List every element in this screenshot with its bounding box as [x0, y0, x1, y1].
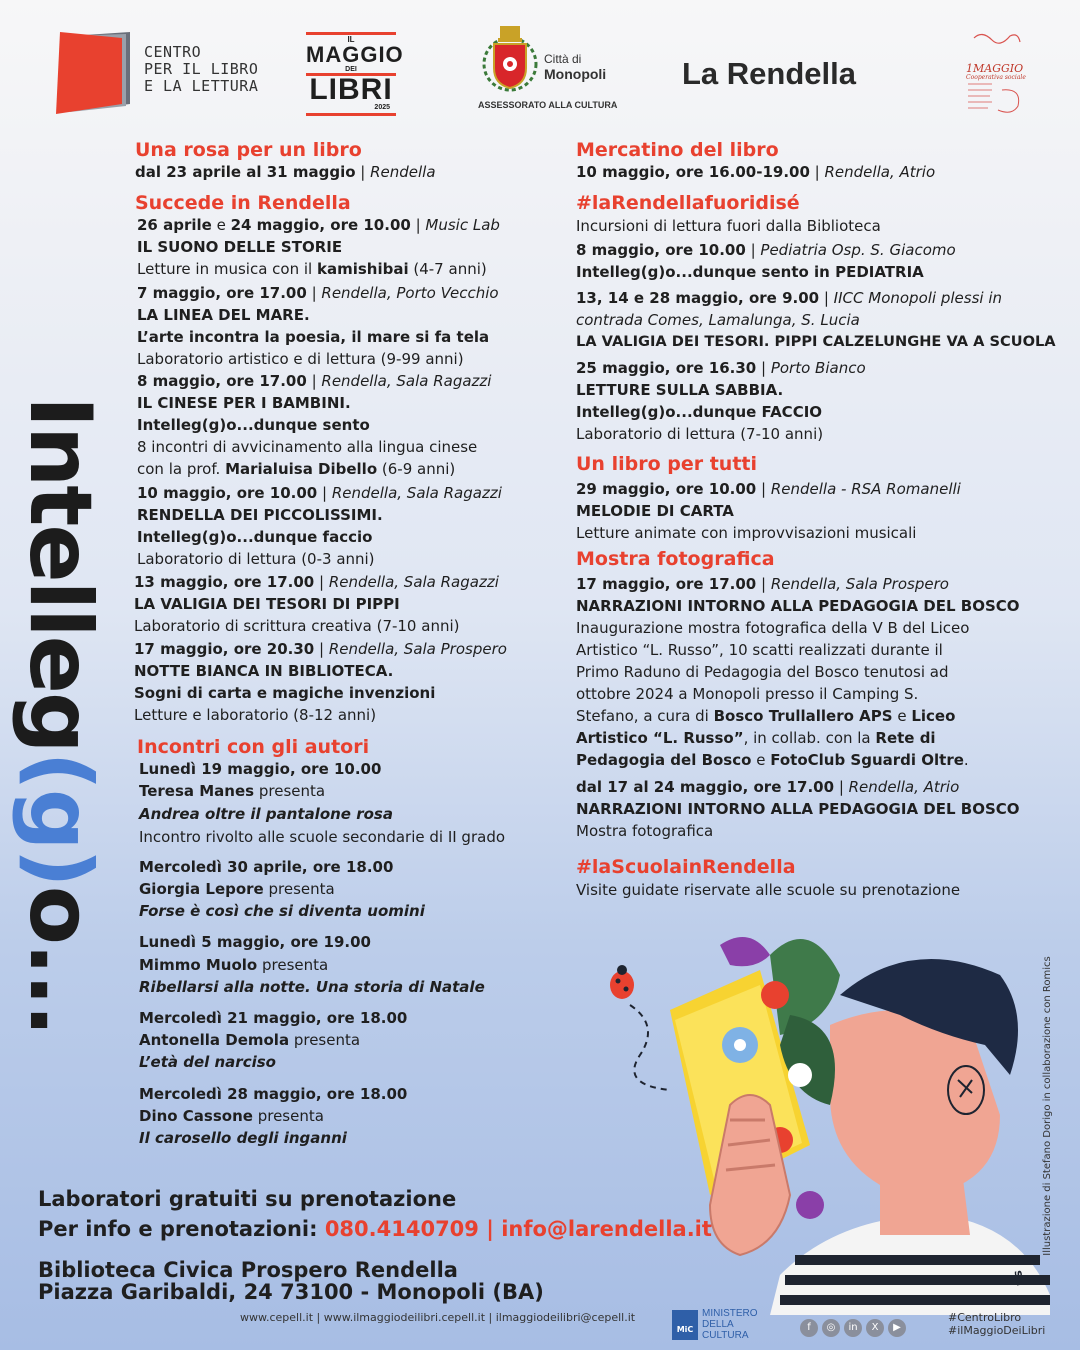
footer-address-line1: Biblioteca Civica Prospero Rendella [38, 1258, 458, 1282]
event-subtitle: L’arte incontra la poesia, il mare si fa tela [137, 328, 490, 346]
event-date-line [576, 161, 935, 183]
event-date: 26 aprile [137, 216, 212, 234]
section-title-autori: Incontri con gli autori [137, 736, 370, 758]
social-icons [800, 1315, 910, 1337]
mostra-part: e [751, 751, 771, 769]
event-desc: Visite guidate riservate alle scuole su prenotazione [576, 881, 961, 899]
event-place: | Rendella, Sala Ragazzi [314, 573, 499, 591]
event-date: 10 maggio, ore 10.00 [137, 484, 318, 502]
event-date: 25 maggio, ore 16.30 [576, 359, 757, 377]
footer-laboratori: Laboratori gratuiti su prenotazione [38, 1187, 457, 1211]
event-subtitle: Sogni di carta e magiche invenzioni [134, 684, 436, 702]
event-place: | Rendella - RSA Romanelli [756, 480, 961, 498]
author-name: Dino Cassone [139, 1107, 253, 1125]
event-subtitle: Intelleg(g)o...dunque faccio [137, 528, 373, 546]
mostra-part: , in collab. con la [743, 729, 876, 747]
author-presenta: presenta [257, 956, 329, 974]
section-title-rosa: Una rosa per un libro [135, 139, 362, 161]
vertical-title-g: (g) [10, 751, 110, 886]
hashtag: #ilMaggioDeiLibri [948, 1324, 1046, 1337]
monopoli-sub: ASSESSORATO ALLA CULTURA [478, 100, 618, 110]
cepell-text [144, 44, 258, 95]
mostra-paragraph [576, 727, 936, 749]
event-desc-part: Marialuisa Dibello [225, 460, 378, 478]
ministero-cultura-icon [672, 1310, 698, 1340]
1maggio-title: 1MAGGIO [966, 62, 1024, 75]
event-place: | Porto Bianco [756, 359, 866, 377]
youtube-icon[interactable]: ▶ [888, 1319, 906, 1337]
event-date-line [576, 478, 961, 500]
author-presenta: presenta [252, 1107, 324, 1125]
vertical-title-a: Intelleg [10, 396, 110, 752]
event-date: 8 maggio, ore 17.00 [137, 372, 307, 390]
monopoli-line2: Monopoli [544, 66, 607, 82]
mostra-part: Pedagogia del Bosco [576, 751, 752, 769]
author-date: Lunedì 5 maggio, ore 19.00 [139, 933, 371, 951]
event-desc-part: con la prof. [137, 460, 226, 478]
footer-email[interactable]: info@larendella.it [501, 1217, 712, 1241]
ministero-line: DELLA [702, 1319, 734, 1330]
event-place: | IICC Monopoli plessi in [819, 289, 1003, 307]
event-date-line [137, 282, 499, 304]
1maggio-sub: Cooperativa sociale [966, 74, 1026, 81]
event-desc-part: Letture in musica con il [137, 260, 317, 278]
event-desc: 8 incontri di avvicinamento alla lingua cinese [137, 438, 478, 456]
vertical-title-b: o... [10, 885, 110, 1035]
author-book: Ribellarsi alla notte. Una storia di Natale [139, 978, 485, 996]
event-date-line [576, 573, 949, 595]
event-title: NARRAZIONI INTORNO ALLA PEDAGOGIA DEL BOSCO [576, 800, 1020, 818]
event-date: 10 maggio, ore 16.00-19.00 [576, 163, 810, 181]
footer-address-line2: Piazza Garibaldi, 24 73100 - Monopoli (BA) [38, 1280, 544, 1304]
mostra-part: FotoClub Sguardi Oltre [770, 751, 964, 769]
event-date: 24 maggio, ore 10.00 [230, 216, 411, 234]
separator: | [355, 163, 371, 181]
facebook-icon[interactable]: f [800, 1319, 818, 1337]
section-title-succede: Succede in Rendella [135, 192, 351, 214]
event-place: | Music Lab [410, 216, 500, 234]
event-date: 13 maggio, ore 17.00 [134, 573, 315, 591]
event-date-mid: e [211, 216, 231, 234]
event-title: IL CINESE PER I BAMBINI. [137, 394, 351, 412]
rosa-date: dal 23 aprile al 31 maggio [135, 163, 356, 181]
author-date: Mercoledì 30 aprile, ore 18.00 [139, 858, 394, 876]
event-place: | Rendella, Porto Vecchio [306, 284, 499, 302]
mostra-part: e [892, 707, 912, 725]
maggio-top: IL [347, 35, 355, 44]
event-date-line [576, 287, 1002, 309]
rosa-place: Rendella [370, 163, 436, 181]
event-date-line [576, 239, 956, 261]
mostra-part: Liceo [911, 707, 956, 725]
cepell-logo-icon [56, 30, 136, 114]
illustration-credit-wrap [1042, 936, 1054, 1276]
author-book: Forse è così che si diventa uomini [139, 902, 425, 920]
mostra-paragraph: Artistico “L. Russo”, 10 scatti realizzati durante il [576, 641, 943, 659]
event-date: 13, 14 e 28 maggio, ore 9.00 [576, 289, 820, 307]
event-date-line [137, 214, 500, 236]
mic-mark: MiC [676, 1325, 694, 1334]
section-title-mercatino: Mercatino del libro [576, 139, 779, 161]
section-title-tutti: Un libro per tutti [576, 453, 757, 475]
maggio-word2: LIBRI [306, 73, 396, 104]
event-date-line [576, 357, 866, 379]
footer-info-label: Per info e prenotazioni: [38, 1217, 325, 1241]
event-subtitle: Intelleg(g)o...dunque FACCIO [576, 403, 823, 421]
author-book: L’età del narciso [139, 1053, 276, 1071]
event-title: NARRAZIONI INTORNO ALLA PEDAGOGIA DEL BOSCO [576, 597, 1020, 615]
event-desc-part: (6-9 anni) [377, 460, 456, 478]
mostra-part: Artistico “L. Russo” [576, 729, 744, 747]
author-line [139, 954, 328, 976]
event-desc [137, 258, 487, 280]
reader-illustration-icon [580, 915, 1050, 1315]
1maggio-logo [962, 30, 1032, 118]
author-presenta: presenta [289, 1031, 361, 1049]
maggio-year: 2025 [374, 104, 390, 111]
event-desc: Laboratorio di scrittura creativa (7-10 anni) [134, 617, 460, 635]
ministero-text [702, 1308, 758, 1341]
illustration-credit: Illustrazione di Stefano Dorigo in collaborazione con Romics [1042, 956, 1053, 1256]
author-line [139, 1105, 324, 1127]
event-place: | Rendella, Sala Ragazzi [306, 372, 492, 390]
illustrator-signature: sd [1011, 1269, 1029, 1287]
event-title: RENDELLA DEI PICCOLISSIMI. [137, 506, 383, 524]
author-book: Il carosello degli inganni [139, 1129, 347, 1147]
mostra-paragraph: Primo Raduno di Pedagogia del Bosco tenutosi ad [576, 663, 949, 681]
event-title: MELODIE DI CARTA [576, 502, 734, 520]
author-note: Incontro rivolto alle scuole secondarie di II grado [139, 828, 506, 846]
event-date-line [137, 482, 502, 504]
author-name: Teresa Manes [139, 782, 255, 800]
footer-contacts [38, 1216, 712, 1242]
author-line [139, 1029, 360, 1051]
vertical-title [10, 396, 110, 1035]
separator: | [478, 1217, 502, 1241]
footer-links[interactable]: www.cepell.it | www.ilmaggiodeilibri.cepell.it | ilmaggiodeilibri@cepell.it [240, 1311, 636, 1324]
mostra-part: Bosco Trullallero APS [713, 707, 893, 725]
author-presenta: presenta [263, 880, 335, 898]
event-place: contrada Comes, Lamalunga, S. Lucia [576, 311, 860, 329]
mostra-part: Rete di [875, 729, 936, 747]
event-desc-part: kamishibai [316, 260, 409, 278]
event-date: 17 maggio, ore 17.00 [576, 575, 757, 593]
event-place: | Rendella, Sala Prospero [756, 575, 949, 593]
mostra-paragraph [576, 705, 955, 727]
event-title: IL SUONO DELLE STORIE [137, 238, 343, 256]
event-place: | Rendella, Sala Ragazzi [317, 484, 502, 502]
hashtag: #CentroLibro [948, 1311, 1022, 1324]
author-date: Mercoledì 28 maggio, ore 18.00 [139, 1085, 408, 1103]
event-date-line [576, 776, 959, 798]
section-intro: Incursioni di lettura fuori dalla Biblioteca [576, 217, 881, 235]
author-name: Antonella Demola [139, 1031, 290, 1049]
section-title-scuola: #laScuolainRendella [576, 856, 796, 878]
x-icon[interactable]: X [866, 1319, 884, 1337]
monopoli-crest-icon [480, 22, 540, 94]
event-date-line [134, 638, 507, 660]
la-rendella-logo: La Rendella [682, 56, 856, 91]
event-desc: Letture e laboratorio (8-12 anni) [134, 706, 377, 724]
mostra-paragraph [576, 749, 969, 771]
cepell-line: CENTRO [144, 43, 202, 61]
mostra-paragraph: Inaugurazione mostra fotografica della V B del Liceo [576, 619, 970, 637]
mostra-part: . [963, 751, 969, 769]
event-title: LA LINEA DEL MARE. [137, 306, 310, 324]
event-subtitle: Intelleg(g)o...dunque sento [137, 416, 370, 434]
illustration [580, 915, 1050, 1315]
event-place: | Pediatria Osp. S. Giacomo [745, 241, 956, 259]
author-date: Lunedì 19 maggio, ore 10.00 [139, 760, 382, 778]
section-title-mostra: Mostra fotografica [576, 548, 775, 570]
maggio-dei-libri-logo [306, 32, 404, 112]
ministero-line: CULTURA [702, 1330, 749, 1341]
event-desc [137, 458, 455, 480]
footer-hashtags [948, 1311, 1045, 1337]
event-desc: Laboratorio artistico e di lettura (9-99 anni) [137, 350, 464, 368]
event-date: 7 maggio, ore 17.00 [137, 284, 307, 302]
event-title: Intelleg(g)o...dunque sento in PEDIATRIA [576, 263, 924, 281]
instagram-icon[interactable]: ◎ [822, 1319, 840, 1337]
maggio-word: MAGGIO [306, 42, 404, 67]
maggio-small: DEI [345, 66, 357, 73]
event-desc: Laboratorio di lettura (0-3 anni) [137, 550, 375, 568]
cepell-line: E LA LETTURA [144, 77, 259, 95]
linkedin-icon[interactable]: in [844, 1319, 862, 1337]
author-book: Andrea oltre il pantalone rosa [139, 805, 393, 823]
author-line [139, 780, 325, 802]
ministero-line: MINISTERO [702, 1308, 758, 1319]
section-title-fuori: #laRendellafuoridisé [576, 192, 800, 214]
event-title: NOTTE BIANCA IN BIBLIOTECA. [134, 662, 394, 680]
author-name: Mimmo Muolo [139, 956, 258, 974]
event-title: LETTURE SULLA SABBIA. [576, 381, 784, 399]
footer-phone[interactable]: 080.4140709 [324, 1217, 479, 1241]
event-desc: Mostra fotografica [576, 822, 714, 840]
event-date: 8 maggio, ore 10.00 [576, 241, 746, 259]
event-desc: Letture animate con improvvisazioni musicali [576, 524, 917, 542]
event-date: 29 maggio, ore 10.00 [576, 480, 757, 498]
event-place: | Rendella, Atrio [809, 163, 936, 181]
author-name: Giorgia Lepore [139, 880, 264, 898]
author-date: Mercoledì 21 maggio, ore 18.00 [139, 1009, 408, 1027]
event-date-line [134, 571, 499, 593]
event-title: LA VALIGIA DEI TESORI DI PIPPI [134, 595, 400, 613]
event-title: LA VALIGIA DEI TESORI. PIPPI CALZELUNGHE VA A SCUOLA [576, 333, 1056, 350]
event-date: 17 maggio, ore 20.30 [134, 640, 315, 658]
monopoli-text [544, 52, 606, 82]
cepell-line: PER IL LIBRO [144, 60, 259, 78]
event-date: dal 17 al 24 maggio, ore 17.00 [576, 778, 835, 796]
event-place: | Rendella, Atrio [834, 778, 960, 796]
mostra-part: Stefano, a cura di [576, 707, 714, 725]
monopoli-line1: Città di [544, 52, 582, 66]
mostra-paragraph: ottobre 2024 a Monopoli presso il Camping S. [576, 685, 919, 703]
event-date-line [137, 370, 491, 392]
author-presenta: presenta [254, 782, 326, 800]
event-desc: Laboratorio di lettura (7-10 anni) [576, 425, 824, 443]
event-desc-part: (4-7 anni) [408, 260, 487, 278]
rosa-date-line [135, 161, 436, 183]
author-line [139, 878, 335, 900]
event-place: | Rendella, Sala Prospero [314, 640, 507, 658]
